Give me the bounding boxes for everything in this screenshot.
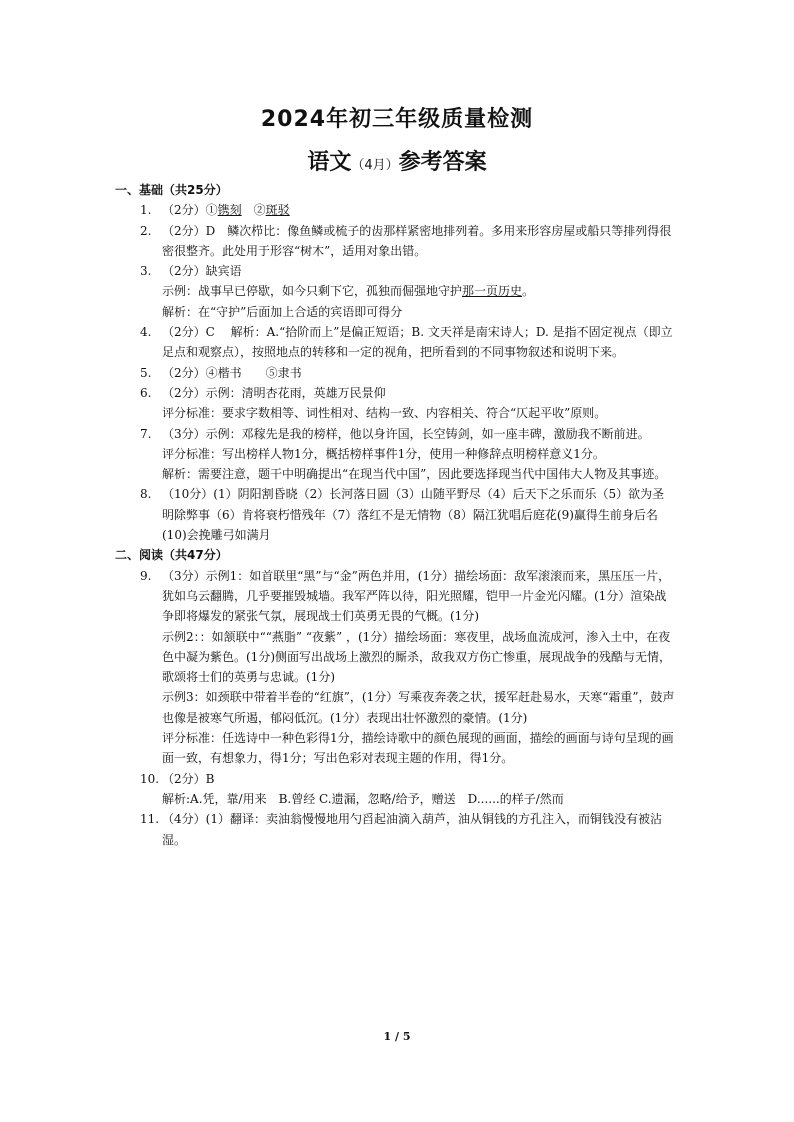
question-9-example-3: 示例3：如颈联中带着半卷的“红旗”，(1分）写乘夜奔袭之状，援军赶赴易水，天寒“霜重”，鼓声也像是被寒气所遏，郁闷低沉。(1分）表现出壮怀激烈的豪情。(1分) [162,690,675,725]
answer-text: （10分）(1）阴阳割昏晓（2）长河落日圆（3）山随平野尽（4）后天下之乐而乐（5）欲为圣明除弊事（6）肯将衰朽惜残年（7）落红不是无情物（8）隔江犹唱后庭花(9)赢得生前身后名(10)会挽雕弓如满月 [162,487,665,543]
question-10 [120,769,676,789]
answer-text: （4分）(1）翻译：卖油翁慢慢地用勺舀起油滴入葫芦，油从铜钱的方孔注入，而铜钱没有被沾湿。 [162,812,662,847]
question-10-analysis: 解析:A.凭，靠/用来 B.曾经 C.遗漏，忽略/给予，赠送 D......的样子/然而 [162,791,564,806]
example-text: 示例：战事早已停歇，如今只剩下它，孤独而倔强地守护 [162,284,463,299]
question-number: 10. [140,771,160,786]
section-heading-reading: 二、阅读（共47分） [115,548,228,563]
answer-text: （2分）D 鳞次栉比：像鱼鳞或梳子的齿那样紧密地排列着。多用来形容房屋或船只等排列得很密很整齐。此处用于形容“树木”，适用对象出错。 [162,223,672,258]
document-subtitle [0,145,794,176]
answer-text: （2分）B [162,771,215,786]
answer-text: （2分）① [162,203,218,218]
underlined-answer: 斑驳 [265,203,290,218]
answer-text: （2分）缺宾语 [162,264,242,279]
question-6-criteria: 评分标准：要求字数相等、词性相对、结构一致、内容相关、符合“仄起平收”原则。 [162,406,607,421]
question-7-criteria: 评分标准：写出榜样人物1分，概括榜样事件1分，使用一种修辞点明榜样意义1分。 [162,446,605,461]
question-7 [120,424,676,444]
underlined-answer: 镌刻 [217,203,242,218]
answer-text: ② [241,203,266,218]
question-1 [120,200,676,220]
question-number: 7. [140,426,152,441]
question-number: 9. [140,568,152,583]
question-number: 8. [140,487,152,502]
question-number: 4. [140,325,152,340]
question-3 [120,261,676,281]
question-number: 1. [140,203,152,218]
answer-content [115,180,676,850]
question-8 [120,484,676,545]
question-3-example [120,281,676,301]
question-number: 11. [140,812,160,827]
answer-text: （2分）④楷书 ⑤隶书 [162,365,302,380]
question-9 [120,566,676,627]
example-text: 。 [522,284,535,299]
question-11 [120,809,676,850]
document-title: 2024年初三年级质量检测 [260,107,534,132]
question-5 [120,363,676,383]
subtitle-answer: 参考答案 [398,150,487,175]
subtitle-month: （4月） [351,158,399,173]
answer-text: （3分）示例1：如首联里“黑”与“金”两色并用，(1分）描绘场面：敌军滚滚而来，黑压压一片，犹如乌云翻腾，几乎要摧毁城墙。我军严阵以待，阳光照耀，铠甲一片金光闪耀。(1分）渲染战争即将爆发的紧张气氛，展现战士们英勇无畏的气概。(1分) [162,568,671,624]
answer-text: （2分）示例：清明杏花雨，英雄万民景仰 [162,385,386,400]
question-number: 2. [140,223,152,238]
subtitle-subject: 语文 [307,150,352,175]
question-9-criteria: 评分标准：任选诗中一种色彩得1分，描绘诗歌中的颜色展现的画面，描绘的画面与诗句呈现的画面一致，有想象力，得1分；写出色彩对表现主题的作用，得1分。 [162,731,674,766]
question-7-analysis: 解析：需要注意，题干中明确提出“在现当代中国”，因此要选择现当代中国伟大人物及其事迹。 [162,467,667,482]
question-number: 5. [140,365,152,380]
question-9-example-2: 示例2：：如颔联中““燕脂” “夜紫” ，(1分）描绘场面：寒夜里，战场血流成河，渗入土中，在夜色中凝为紫色。(1分)侧面写出战场上激烈的厮杀，敌我双方伤亡惨重，展现战争的残酷与无情，歌颂将士们的英勇与忠诚。(1分) [162,629,672,685]
question-2 [120,221,676,262]
question-number: 3. [140,264,152,279]
question-number: 6. [140,385,152,400]
underlined-answer: 那一页历史 [462,284,523,299]
answer-text: （3分）示例：邓稼先是我的榜样，他以身许国，长空铸剑，如一座丰碑，激励我不断前进。 [162,426,650,441]
question-3-analysis: 解析：在“守护”后面加上合适的宾语即可得分 [162,304,403,319]
answer-text: （2分）C 解析：A.“拾阶而上”是偏正短语；B. 文天祥是南宋诗人；D. 是指不固定视点（即立足点和观察点），按照地点的转移和一定的视角，把所看到的不同事物叙述和说明下来。 [162,325,673,360]
section-heading-basics: 一、基础（共25分） [115,183,228,197]
question-6 [120,383,676,403]
page-number: 1 / 5 [383,1030,411,1043]
question-4 [120,322,676,363]
